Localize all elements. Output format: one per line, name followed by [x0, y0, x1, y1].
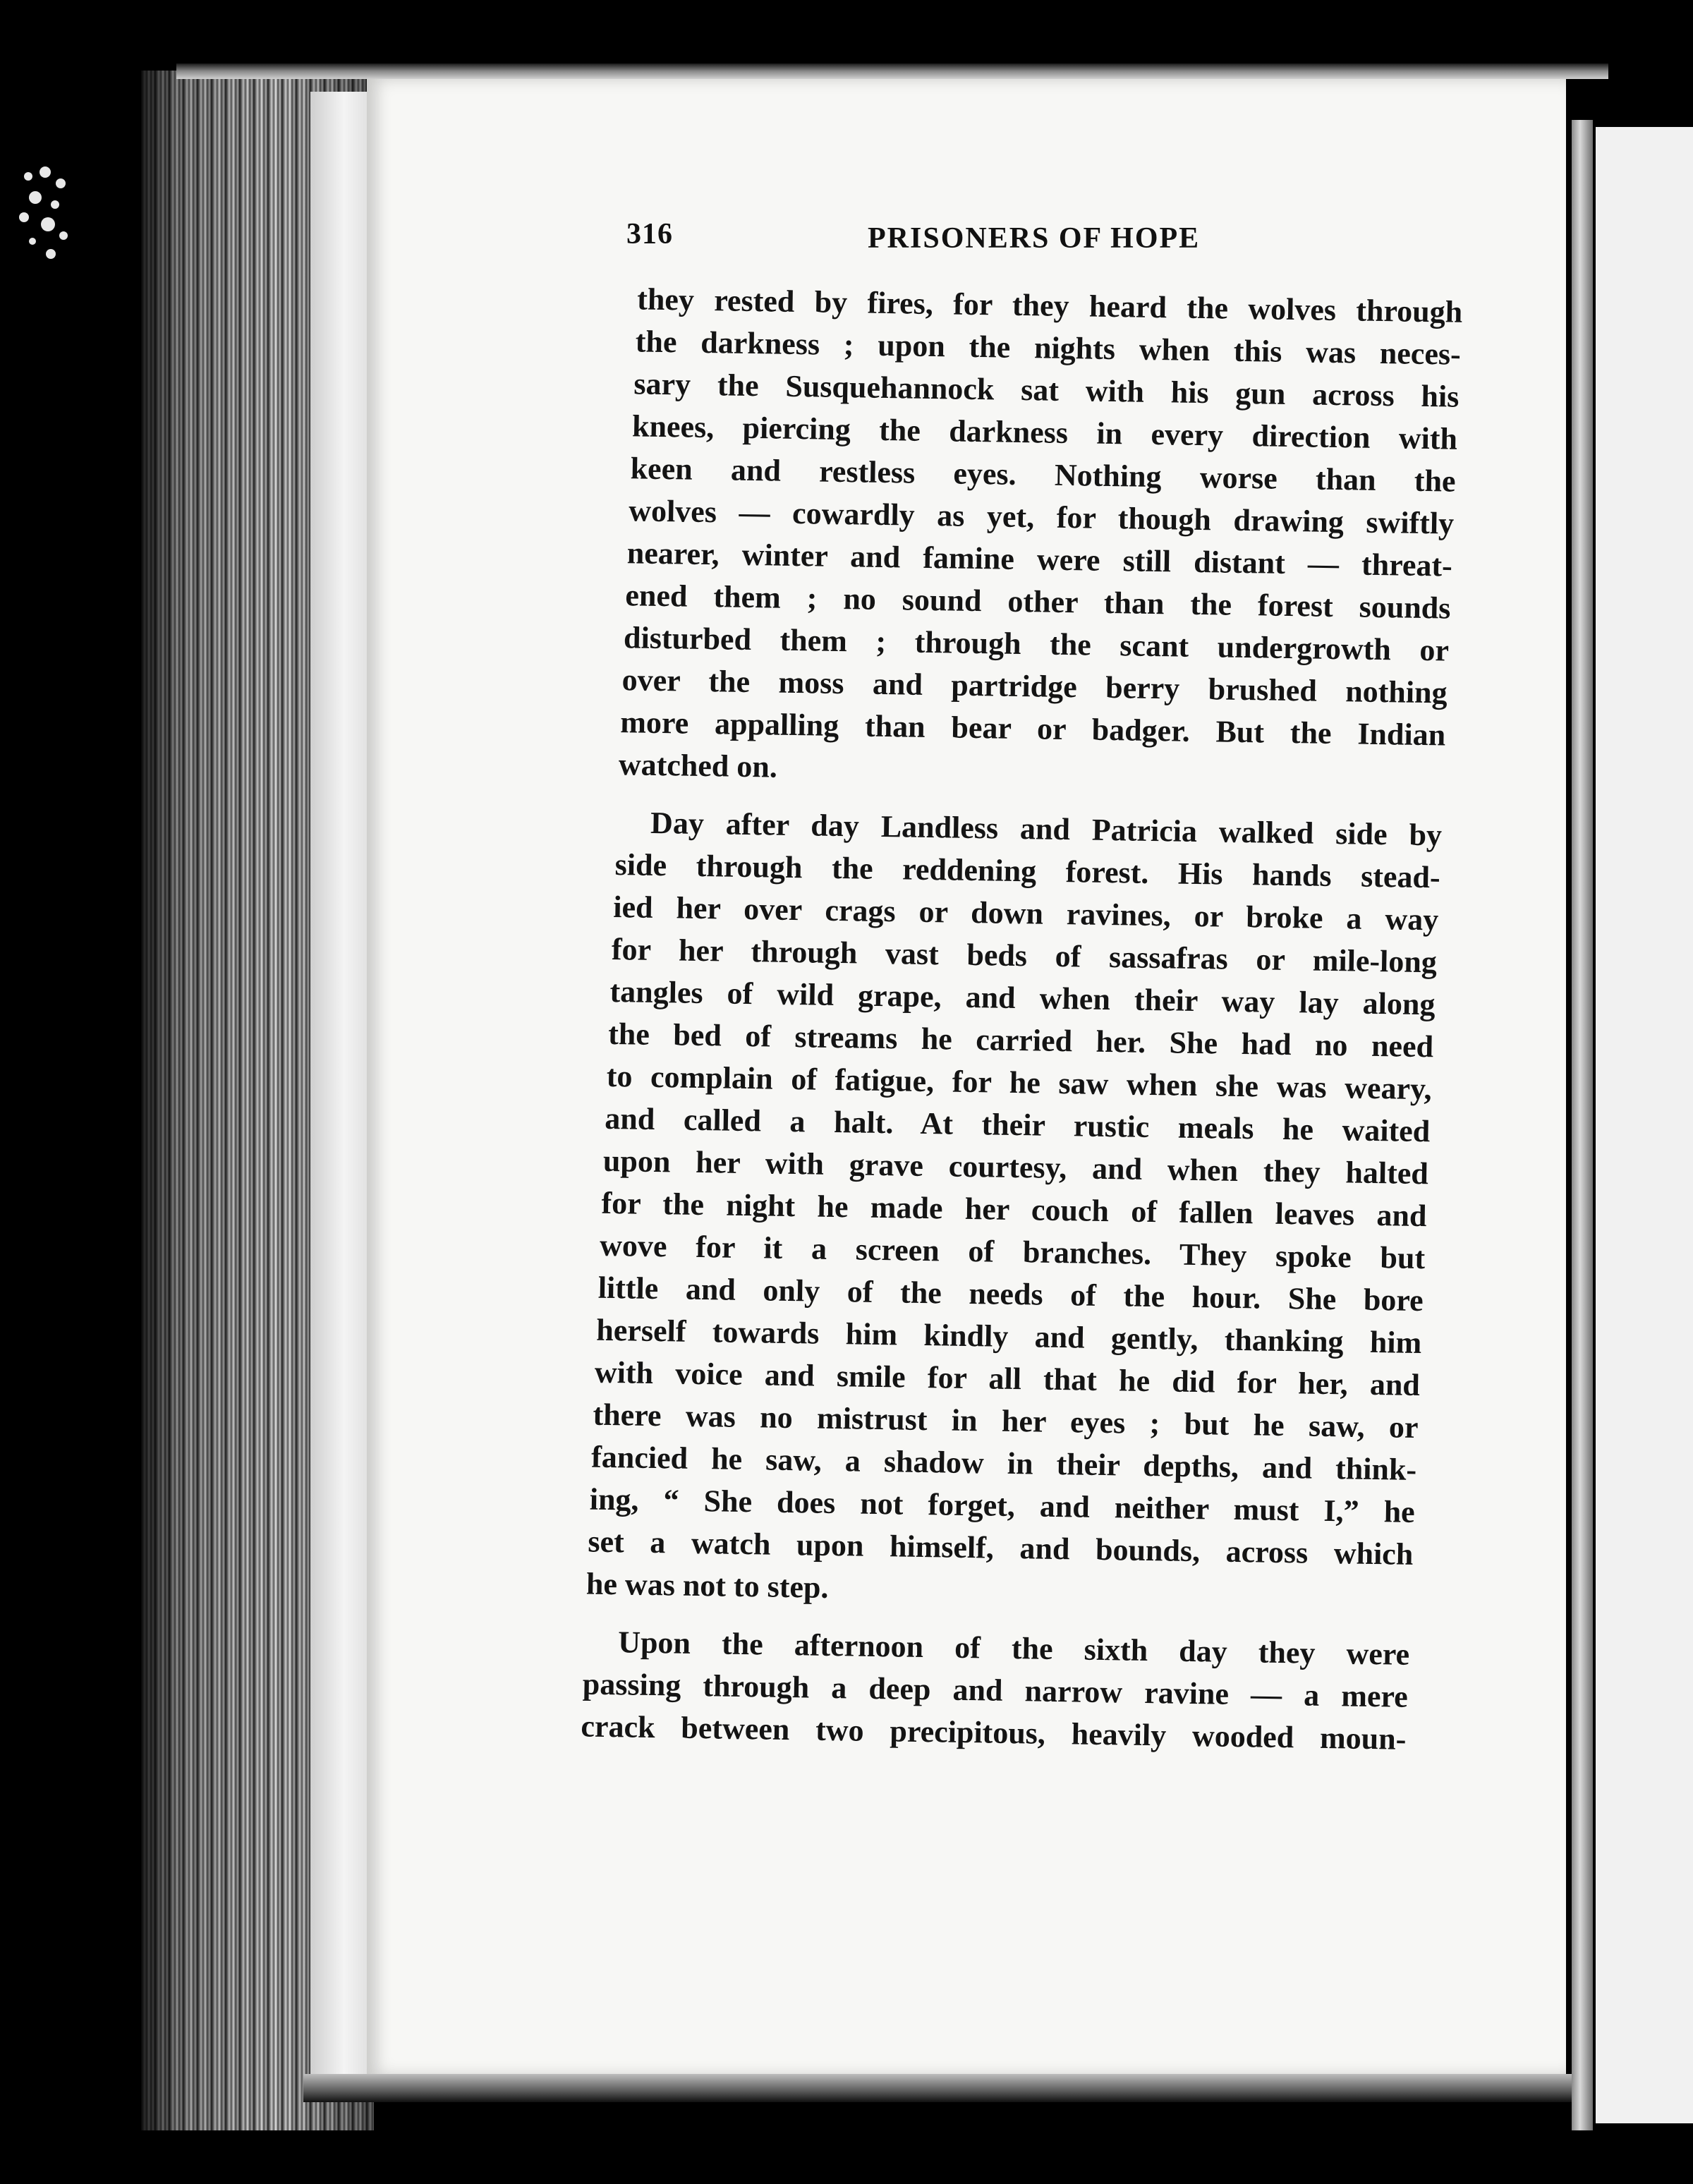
text-line: they rested by fires, for they heard the wolves through — [636, 281, 1463, 329]
text-line: side through the reddening forest. His hands stead- — [614, 847, 1441, 895]
text-line: crack between two precipitous, heavily wooded moun- — [581, 1709, 1407, 1757]
text-line: nearer, winter and famine were still distant — threat- — [626, 535, 1453, 583]
text-line: fancied he saw, a shadow in their depths, and think- — [590, 1439, 1417, 1487]
text-line: sary the Susquehannock sat with his gun across his — [633, 366, 1460, 414]
text-line: disturbed them ; through the scant undergrowth or — [623, 620, 1450, 668]
text-line: watched on. — [618, 747, 778, 784]
text-line: tangles of wild grape, and when their way lay along — [609, 973, 1436, 1022]
text-line: knees, piercing the darkness in every direction with — [631, 408, 1458, 456]
text-line: wove for it a screen of branches. They spoke but — [599, 1227, 1426, 1276]
text-line: herself towards him kindly and gently, thanking him — [596, 1312, 1422, 1361]
text-line: Upon the afternoon of the sixth day they were — [617, 1625, 1410, 1672]
text-line: he was not to step. — [585, 1566, 829, 1605]
text-line: for her through vast beds of sassafras or mile-long — [611, 931, 1438, 980]
text-line: little and only of the needs of the hour. She bore — [597, 1270, 1424, 1318]
text-line: Day after day Landless and Patricia walked side by — [650, 805, 1443, 853]
text-line: keen and restless eyes. Nothing worse than the — [630, 451, 1456, 499]
text-line: with voice and smile for all that he did for her, and — [594, 1354, 1421, 1403]
text-line: ing, “ She does not forget, and neither must I,” he — [589, 1481, 1416, 1529]
text-line: ied her over crags or down ravines, or broke a way — [612, 890, 1439, 938]
text-line: ened them ; no sound other than the forest sounds — [625, 578, 1451, 626]
text-line: and called a halt. At their rustic meals he waited — [605, 1100, 1431, 1149]
page-number: 316 — [626, 218, 673, 250]
text-line: set a watch upon himself, and bounds, across which — [588, 1524, 1414, 1572]
text-line: there was no mistrust in her eyes ; but he saw, or — [593, 1397, 1419, 1445]
text-line: to complain of fatigue, for he saw when she was weary, — [606, 1058, 1433, 1107]
running-title: PRISONERS OF HOPE — [868, 222, 1201, 255]
text-line: wolves — cowardly as yet, for though drawing swiftly — [628, 493, 1455, 541]
text-line: upon her with grave courtesy, and when they halted — [602, 1143, 1429, 1191]
text-line: for the night he made her couch of fallen leaves and — [601, 1185, 1427, 1234]
text-line: more appalling than bear or badger. But the Indian — [619, 705, 1446, 753]
text-line: over the moss and partridge berry brushed nothing — [621, 662, 1448, 710]
text-line: the bed of streams he carried her. She had no need — [607, 1016, 1434, 1064]
text-line: the darkness ; upon the nights when this was neces- — [635, 324, 1462, 372]
text-line: passing through a deep and narrow ravine — a mere — [582, 1666, 1409, 1714]
